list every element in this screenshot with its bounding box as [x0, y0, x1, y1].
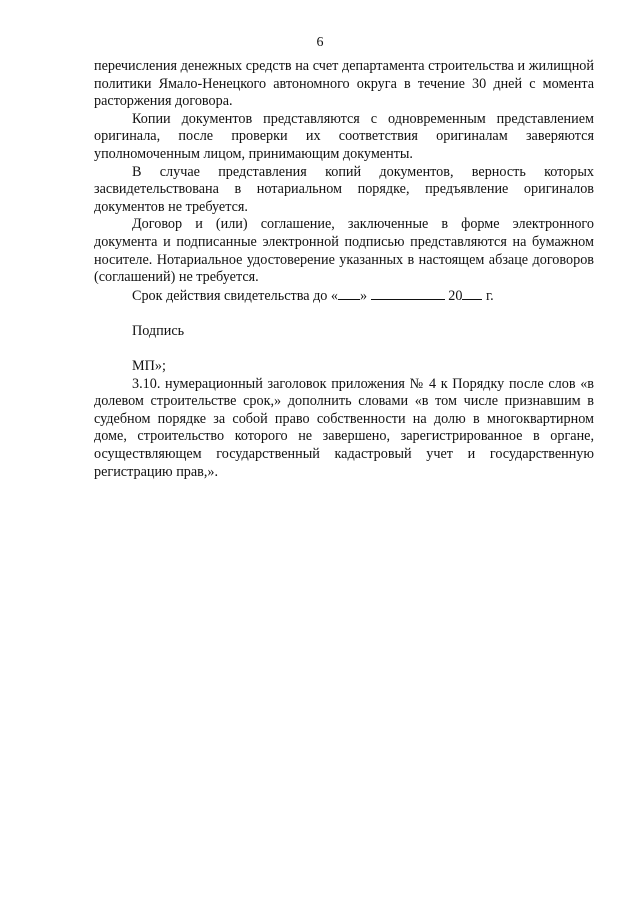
- certificate-validity-line: [94, 287, 594, 306]
- seal-label: МП»;: [132, 358, 166, 375]
- year-blank: [462, 287, 482, 300]
- day-blank: [338, 287, 360, 300]
- document-body: [94, 58, 594, 481]
- validity-year-prefix: 20: [448, 287, 463, 304]
- month-blank: [371, 287, 445, 300]
- paragraph-termination-refund: перечисления денежных средств на счет департамента строительства и жилищной политики Ямало-Ненецкого автономного округа в течение 30 дней с момента расторжения договора.: [94, 58, 594, 110]
- paragraph-notarized-copies: В случае представления копий документов, верность которых засвидетельствована в нотариальном порядке, предъявление оригиналов документов не требуется.: [94, 163, 594, 215]
- validity-quote-close: »: [360, 287, 368, 304]
- validity-suffix: г.: [485, 287, 494, 304]
- paragraph-amendment-3-10: 3.10. нумерационный заголовок приложения № 4 к Порядку после слов «в долевом строительстве срок,» дополнить словами «в том числе признавшим в судебном порядке за собой право собственности на долю в многоквартирном доме, строительство которого не завершено, зарегистрированное в органе, осуществляющем государственный кадастровый учет и государственную регистрацию прав,».: [94, 375, 594, 480]
- signature-label: Подпись: [132, 322, 185, 339]
- spacer: [94, 341, 594, 359]
- validity-prefix: Срок действия свидетельства до «: [132, 287, 339, 304]
- paragraph-electronic-documents: Договор и (или) соглашение, заключенные в форме электронного документа и подписанные электронной подписью представляются на бумажном носителе. Нотариальное удостоверение указанных в настоящем абзаце договоров (соглашений) не требуется.: [94, 216, 594, 286]
- spacer: [94, 305, 594, 323]
- page-number: 6: [316, 35, 324, 50]
- paragraph-document-copies: Копии документов представляются с одновременным представлением оригинала, после проверки их соответствия оригиналам заверяются уполномоченным лицом, принимающим документы.: [94, 110, 594, 162]
